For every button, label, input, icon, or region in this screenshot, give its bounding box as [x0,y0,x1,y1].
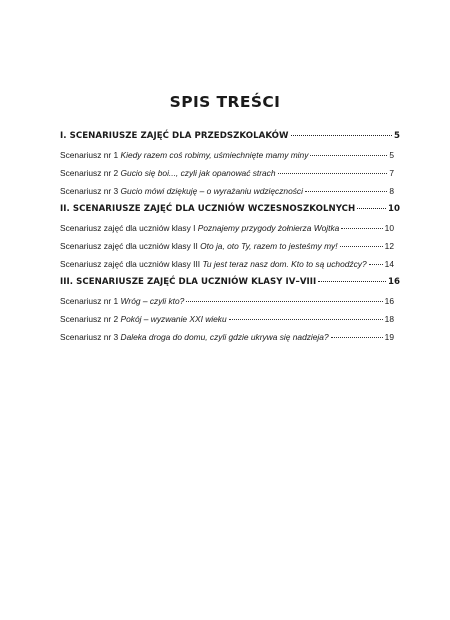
toc-page-number: 7 [389,168,394,178]
toc-entry-title: Gucio się boi..., czyli jak opanować strach [120,168,276,178]
toc-entry [60,185,394,197]
toc-entry-label [60,240,338,252]
toc-entry [60,295,394,307]
toc-entry-prefix: Scenariusz zajęć dla uczniów klasy I [60,223,198,233]
toc-page-number: 14 [384,259,394,269]
toc-page-number: 10 [387,204,400,214]
toc-entry-label [60,258,367,270]
toc-page-number: 18 [384,314,394,324]
toc-entry-title: Wróg – czyli kto? [120,296,185,306]
toc-page-number: 16 [384,296,394,306]
toc-entry-prefix: Scenariusz zajęć dla uczniów klasy II [60,241,201,251]
toc-entry-prefix: Scenariusz nr 3 [60,186,121,196]
dot-leader [341,228,382,229]
toc-entry-label [60,313,227,325]
dot-leader [291,135,392,136]
toc-section-2 [60,203,400,215]
toc-entry-title: Tu jest teraz nasz dom. Kto to są uchodźcy? [202,259,367,269]
toc-section-3 [60,276,400,288]
toc-entry-title: Pokój – wyzwanie XXI wieku [120,314,227,324]
toc-entry-prefix: Scenariusz nr 2 [60,168,121,178]
dot-leader [310,155,387,156]
toc-page-number: 8 [389,186,394,196]
toc-entry-label [60,185,303,197]
toc-page-number: 5 [393,131,400,141]
toc-entry-label [60,167,276,179]
page-title: SPIS TREŚCI [169,93,281,111]
toc-page-number: 12 [384,241,394,251]
dot-leader [186,301,382,302]
toc-entry [60,331,394,343]
toc-entry-title: Oto ja, oto Ty, razem to jesteśmy my! [200,241,338,251]
dot-leader [369,264,383,265]
toc-entry-title: Daleka droga do domu, czyli gdzie ukrywa się nadzieja? [120,332,329,342]
dot-leader [318,281,386,282]
toc-page-number: 5 [389,150,394,160]
toc-page-number: 16 [387,277,400,287]
dot-leader [278,173,388,174]
toc-page-number: 10 [384,223,394,233]
toc-entry-title: Kiedy razem coś robimy, uśmiechnięte mamy miny [120,150,309,160]
toc-entry [60,258,394,270]
toc-entry-label [60,295,184,307]
toc-entry-prefix: Scenariusz nr 3 [60,332,121,342]
toc-section-label: I. SCENARIUSZE ZAJĘĆ DLA PRZEDSZKOLAKÓW [60,131,289,141]
toc-entry [60,149,394,161]
toc-entry [60,240,394,252]
toc-page-number: 19 [384,332,394,342]
toc-entry-label [60,331,329,343]
toc-section-label: III. SCENARIUSZE ZAJĘĆ DLA UCZNIÓW KLASY IV–VIII [60,277,317,287]
dot-leader [331,337,383,338]
toc-entry-label [60,222,339,234]
toc-entry-prefix: Scenariusz nr 1 [60,150,121,160]
toc-entry-prefix: Scenariusz zajęć dla uczniów klasy III [60,259,203,269]
toc-entry-label [60,149,308,161]
toc-section-label: II. SCENARIUSZE ZAJĘĆ DLA UCZNIÓW WCZESNOSZKOLNYCH [60,204,356,214]
dot-leader [229,319,383,320]
dot-leader [305,191,387,192]
toc-entry-prefix: Scenariusz nr 1 [60,296,121,306]
toc-section-1 [60,130,400,142]
toc-entry-title: Gucio mówi dziękuję – o wyrażaniu wdzięczności [120,186,303,196]
toc-entry-prefix: Scenariusz nr 2 [60,314,121,324]
dot-leader [340,246,383,247]
toc-entry [60,222,394,234]
dot-leader [357,208,386,209]
toc-entry-title: Poznajemy przygody żołnierza Wojtka [197,223,340,233]
toc-entry [60,167,394,179]
toc-entry [60,313,394,325]
